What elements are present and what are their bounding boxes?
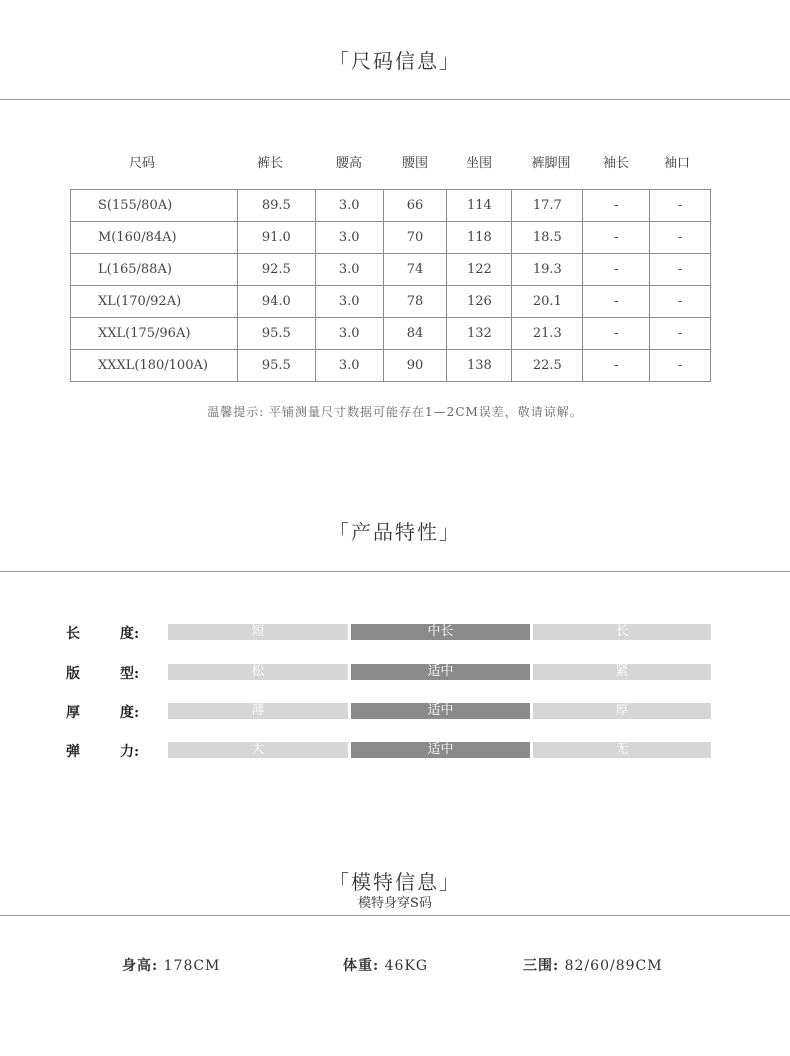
table-cell: - <box>650 350 711 382</box>
table-row <box>71 222 711 254</box>
table-cell: 138 <box>447 350 512 382</box>
table-row <box>71 190 711 222</box>
header-sleeve-length: 袖长 <box>602 156 629 171</box>
header-hip: 坐围 <box>465 156 492 171</box>
table-cell: 3.0 <box>315 254 383 286</box>
table-cell: 94.0 <box>237 286 315 318</box>
table-cell: - <box>650 286 711 318</box>
model-subtitle: 模特身穿S码 <box>358 896 432 911</box>
feature-label-suffix: 型: <box>120 666 140 682</box>
feature-option-selected: 适中 <box>351 664 530 680</box>
feature-option: 无 <box>533 742 711 758</box>
table-cell: 3.0 <box>315 222 383 254</box>
model-height <box>122 955 220 975</box>
header-pant-length: 裤长 <box>256 156 283 171</box>
table-cell: XXXL(180/100A) <box>71 350 238 382</box>
table-cell: 3.0 <box>315 190 383 222</box>
model-measurements-label: 三围: <box>523 958 560 974</box>
feature-option-selected: 适中 <box>351 742 530 758</box>
table-cell: - <box>583 318 650 350</box>
measurement-note: 温馨提示: 平铺测量尺寸数据可能存在1—2CM误差，敬请谅解。 <box>207 405 583 419</box>
table-cell: 22.5 <box>512 350 583 382</box>
table-cell: 3.0 <box>315 318 383 350</box>
feature-label: 版 <box>66 666 80 682</box>
table-cell: 84 <box>383 318 447 350</box>
feature-option: 松 <box>168 664 348 680</box>
feature-label: 长 <box>66 626 80 642</box>
feature-section-divider <box>0 571 790 572</box>
header-cuff: 袖口 <box>663 156 690 171</box>
feature-label-suffix: 力: <box>120 744 140 760</box>
table-cell: L(165/88A) <box>71 254 238 286</box>
model-weight-value: 46KG <box>384 958 429 974</box>
model-height-value: 178CM <box>163 958 221 974</box>
table-cell: - <box>650 318 711 350</box>
table-cell: 66 <box>383 190 447 222</box>
feature-option: 大 <box>168 742 348 758</box>
table-cell: 92.5 <box>237 254 315 286</box>
feature-option-selected: 适中 <box>351 703 530 719</box>
header-size: 尺码 <box>128 156 155 171</box>
table-cell: 70 <box>383 222 447 254</box>
table-cell: 132 <box>447 318 512 350</box>
table-cell: - <box>583 350 650 382</box>
feature-section-title: 「产品特性」 <box>329 520 461 544</box>
feature-label-suffix: 度: <box>120 705 140 721</box>
model-weight-label: 体重: <box>343 958 380 974</box>
table-row <box>71 350 711 382</box>
table-cell: M(160/84A) <box>71 222 238 254</box>
table-cell: 95.5 <box>237 350 315 382</box>
feature-option: 长 <box>533 624 711 640</box>
table-cell: - <box>650 190 711 222</box>
feature-option: 厚 <box>533 703 711 719</box>
model-height-label: 身高: <box>122 958 159 974</box>
table-cell: 17.7 <box>512 190 583 222</box>
table-cell: 126 <box>447 286 512 318</box>
table-row <box>71 286 711 318</box>
header-leg-opening: 裤脚围 <box>531 156 571 171</box>
table-cell: XXL(175/96A) <box>71 318 238 350</box>
table-cell: - <box>583 286 650 318</box>
header-waist-height: 腰高 <box>335 156 362 171</box>
feature-option: 短 <box>168 624 348 640</box>
table-cell: 20.1 <box>512 286 583 318</box>
table-cell: 122 <box>447 254 512 286</box>
model-weight <box>343 955 428 975</box>
table-cell: S(155/80A) <box>71 190 238 222</box>
table-cell: - <box>583 254 650 286</box>
table-cell: 78 <box>383 286 447 318</box>
header-waist: 腰围 <box>401 156 428 171</box>
table-cell: - <box>583 190 650 222</box>
feature-option: 紧 <box>533 664 711 680</box>
table-cell: XL(170/92A) <box>71 286 238 318</box>
table-row <box>71 318 711 350</box>
table-cell: 19.3 <box>512 254 583 286</box>
model-measurements-value: 82/60/89CM <box>564 958 663 974</box>
table-cell: - <box>650 254 711 286</box>
table-cell: 21.3 <box>512 318 583 350</box>
model-section-divider <box>0 915 790 916</box>
feature-label: 弹 <box>66 744 80 760</box>
feature-label-suffix: 度: <box>120 626 140 642</box>
table-cell: - <box>650 222 711 254</box>
table-cell: - <box>583 222 650 254</box>
feature-label: 厚 <box>66 705 80 721</box>
table-cell: 91.0 <box>237 222 315 254</box>
size-table <box>70 189 711 382</box>
table-cell: 3.0 <box>315 350 383 382</box>
table-cell: 90 <box>383 350 447 382</box>
size-section-divider <box>0 99 790 100</box>
table-cell: 3.0 <box>315 286 383 318</box>
model-measurements <box>523 955 663 975</box>
feature-option-selected: 中长 <box>351 624 530 640</box>
table-cell: 118 <box>447 222 512 254</box>
table-cell: 18.5 <box>512 222 583 254</box>
table-cell: 114 <box>447 190 512 222</box>
feature-option: 薄 <box>168 703 348 719</box>
table-cell: 89.5 <box>237 190 315 222</box>
table-cell: 74 <box>383 254 447 286</box>
table-cell: 95.5 <box>237 318 315 350</box>
table-row <box>71 254 711 286</box>
model-section-title: 「模特信息」 <box>329 870 461 894</box>
size-section-title: 「尺码信息」 <box>329 49 461 73</box>
